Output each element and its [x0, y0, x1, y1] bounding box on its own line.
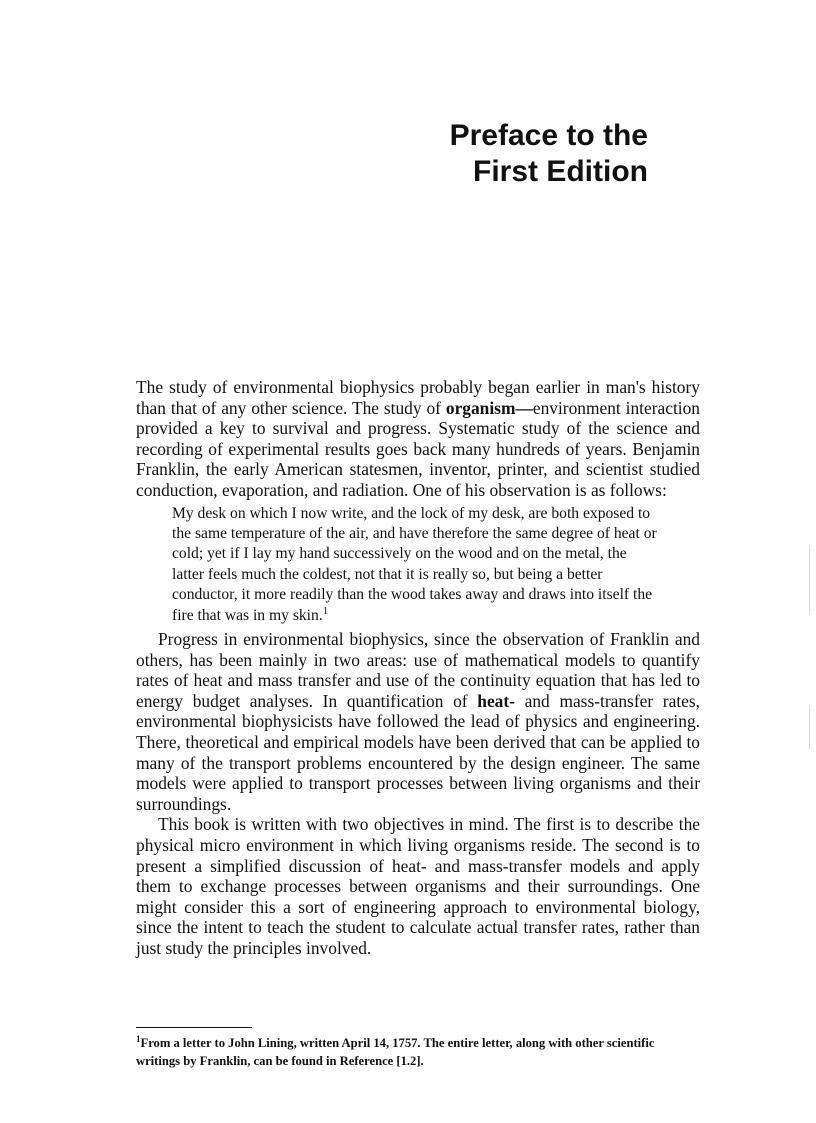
- paragraph-1-rest: environment interaction provided a key to survival and progress. Systematic study of the science and recording of experimental results goes back many hundreds of years. Benjamin Franklin, the early American statesmen, inventor, printer, and scientist studied conduction, evaporation, and radiation. One of his observation is as follows:: [136, 397, 701, 500]
- franklin-quote-text: My desk on which I now write, and the lock of my desk, are both exposed to the same temperature of the air, and have therefore the same degree of heat or cold; yet if I lay my hand successively on the wood and on the metal, the latter feels much the coldest, not that it is really so, but being a better conductor, it more readily than the wood takes away and draws into itself the fire that was in my skin.: [172, 504, 657, 624]
- scan-margin-mark: [809, 705, 810, 749]
- paragraph-2-start: Progress in environmental biophysics, since the observation of Franklin and others, has been mainly in two areas: use of mathematical models to quantify rates of heat and mass transfer and use of the continuity equation that has led to energy budget analyses. In quantification of: [136, 629, 700, 711]
- page-title-line-1: Preface to the: [449, 119, 648, 152]
- footnote-reference: 1: [322, 604, 329, 617]
- paragraph-3: This book is written with two objectives in mind. The first is to describe the physical micro environment in which living organisms reside. The second is to present a simplified discussion of heat- and mass-transfer models and apply them to exchange processes between organisms and their surroundings. One might consider this a sort of engineering approach to environmental biology, since the intent to teach the student to calculate actual transfer rates, rather than just study the principles involved.: [136, 814, 700, 958]
- paragraph-2-rest: and mass-transfer rates, environmental biophysicists have followed the lead of physics and engineering. There, theoretical and empirical models have been derived that can be applied to many of the transport problems encountered by the design engineer. The same models were applied to transport processes between living organisms and their surroundings.: [136, 690, 700, 814]
- body-text: [136, 377, 700, 959]
- franklin-quote: [172, 504, 662, 626]
- paragraph-2-bold-term: heat-: [477, 690, 515, 711]
- paragraph-1-bold-term: organism—: [445, 397, 533, 418]
- footnote-divider: [136, 1027, 252, 1028]
- footnote-marker: 1: [136, 1033, 141, 1044]
- footnote-text: From a letter to John Lining, written April 14, 1757. The entire letter, along with other scientific writings by Franklin, can be found in Reference [1.2].: [136, 1036, 655, 1068]
- page-title: [380, 118, 648, 190]
- scan-margin-mark: [809, 545, 810, 615]
- paragraph-1-start: The study of environmental biophysics probably began earlier in man's history than that of any other science. The study of: [136, 377, 700, 418]
- page-title-line-2: First Edition: [473, 155, 648, 188]
- footnote: [136, 1034, 700, 1070]
- paragraph-1: [136, 377, 700, 501]
- paragraph-2: [136, 629, 700, 814]
